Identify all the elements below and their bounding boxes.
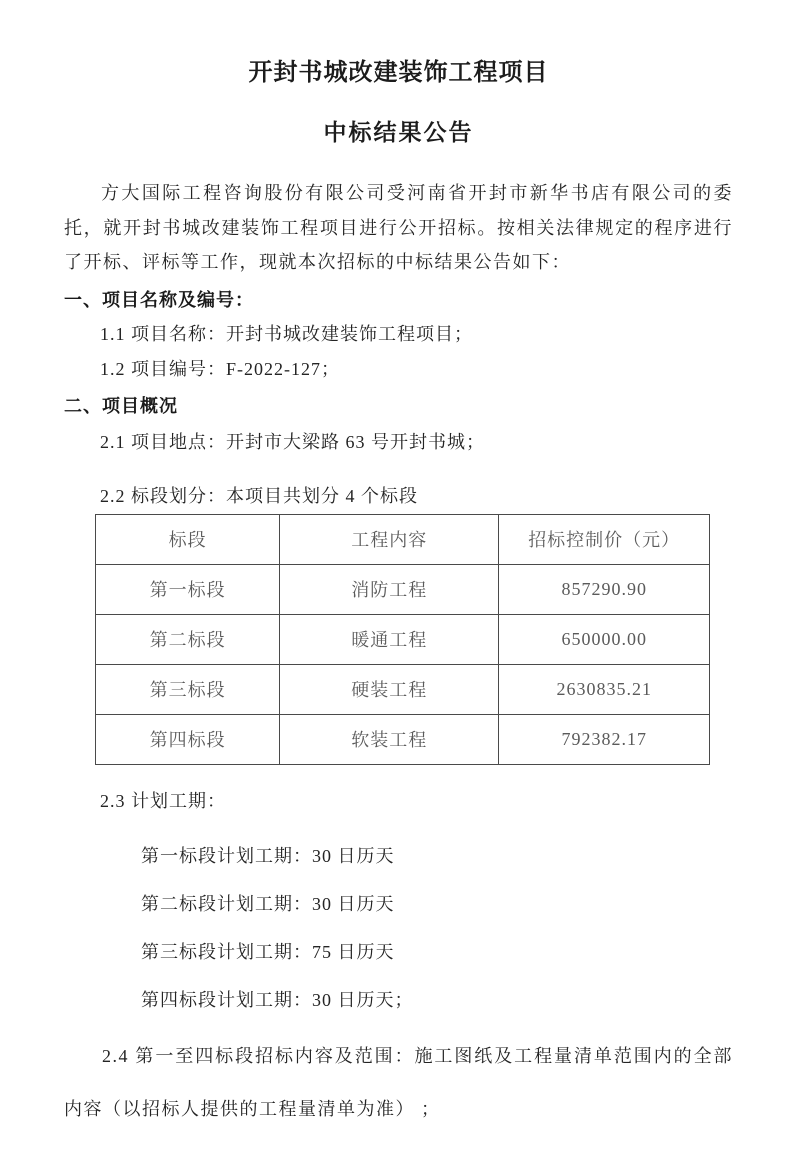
bid-sections-table	[95, 514, 710, 765]
project-number-line: 1.2 项目编号：F-2022-127；	[100, 358, 340, 379]
cell-price: 2630835.21	[499, 664, 710, 714]
doc-title: 开封书城改建装饰工程项目	[248, 60, 549, 86]
cell-price: 792382.17	[499, 714, 710, 764]
duration-line: 第三标段计划工期：75 日历天	[141, 941, 395, 962]
table-row	[96, 664, 710, 714]
table-row	[96, 714, 710, 764]
cell-content: 消防工程	[280, 564, 499, 614]
planned-duration-heading: 2.3 计划工期：	[100, 790, 226, 811]
division-line: 2.2 标段划分：本项目共划分 4 个标段	[100, 485, 418, 506]
project-location-line: 2.1 项目地点：开封市大梁路 63 号开封书城；	[100, 431, 485, 452]
intro-paragraph: 方大国际工程咨询股份有限公司受河南省开封市新华书店有限公司的委托，就开封书城改建装饰工程项目进行公开招标。按相关法律规定的程序进行了开标、评标等工作，现就本次招标的中标结果公告如下：	[64, 183, 733, 272]
section-2-heading: 二、项目概况	[64, 395, 178, 416]
duration-line: 第四标段计划工期：30 日历天；	[141, 989, 414, 1010]
table-header-row	[96, 514, 710, 564]
cell-content: 软装工程	[280, 714, 499, 764]
duration-line: 第二标段计划工期：30 日历天	[141, 893, 395, 914]
cell-section: 第一标段	[96, 564, 280, 614]
section-1-heading: 一、项目名称及编号：	[64, 289, 254, 310]
cell-price: 857290.90	[499, 564, 710, 614]
cell-section: 第四标段	[96, 714, 280, 764]
header-cell-price: 招标控制价（元）	[499, 514, 710, 564]
project-name-line: 1.1 项目名称：开封书城改建装饰工程项目；	[100, 323, 473, 344]
cell-section: 第二标段	[96, 614, 280, 664]
cell-content: 暖通工程	[280, 614, 499, 664]
header-cell-section: 标段	[96, 514, 280, 564]
doc-subtitle: 中标结果公告	[323, 120, 474, 145]
cell-content: 硬装工程	[280, 664, 499, 714]
header-cell-content: 工程内容	[280, 514, 499, 564]
cell-section: 第三标段	[96, 664, 280, 714]
duration-line: 第一标段计划工期：30 日历天	[141, 845, 395, 866]
cell-price: 650000.00	[499, 614, 710, 664]
table-row	[96, 614, 710, 664]
table-row	[96, 564, 710, 614]
scope-paragraph: 2.4 第一至四标段招标内容及范围：施工图纸及工程量清单范围内的全部内容（以招标人提供的工程量清单为准） ；	[64, 1045, 733, 1119]
